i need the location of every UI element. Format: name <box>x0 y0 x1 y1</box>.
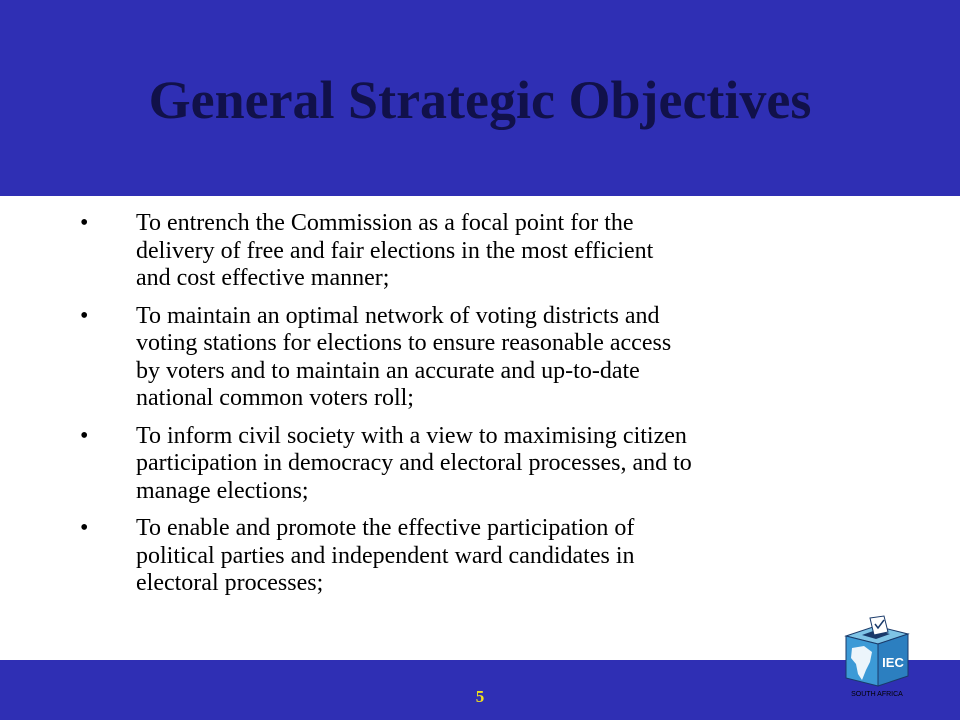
bullet-dot: • <box>80 515 89 541</box>
bullet-line: To enable and promote the effective participation of <box>136 515 635 541</box>
bullet-item <box>80 210 890 293</box>
bullet-item <box>80 515 890 598</box>
slide-title: General Strategic Objectives <box>148 70 812 130</box>
bullet-list <box>80 210 890 608</box>
bullet-dot: • <box>80 422 89 449</box>
bullet-line: political parties and independent ward candidates in <box>136 542 635 569</box>
bullet-line: national common voters roll; <box>136 385 414 411</box>
iec-ballot-box-icon <box>846 616 908 686</box>
bullet-line: To maintain an optimal network of voting districts and <box>136 302 660 329</box>
bullet-line: and cost effective manner; <box>136 265 390 291</box>
iec-logo-subtitle: SOUTH AFRICA <box>851 691 903 698</box>
bullet-line: manage elections; <box>136 477 309 504</box>
page-number: 5 <box>475 687 485 706</box>
bullet-line: electoral processes; <box>136 570 324 596</box>
bullet-item <box>80 423 890 506</box>
iec-logo-mark: IEC <box>882 655 904 670</box>
bullet-line: To inform civil society with a view to maximising citizen <box>136 422 687 449</box>
bullet-item <box>80 303 890 413</box>
bullet-line: To entrench the Commission as a focal point for the <box>136 210 634 236</box>
bullet-line: by voters and to maintain an accurate and up-to-date <box>136 357 640 384</box>
bullet-line: participation in democracy and electoral processes, and to <box>136 450 692 476</box>
bullet-line: delivery of free and fair elections in the most efficient <box>136 237 654 264</box>
bullet-dot: • <box>80 302 89 329</box>
iec-logo <box>842 614 912 702</box>
bullet-line: voting stations for elections to ensure reasonable access <box>136 330 672 356</box>
bullet-dot: • <box>80 210 89 236</box>
